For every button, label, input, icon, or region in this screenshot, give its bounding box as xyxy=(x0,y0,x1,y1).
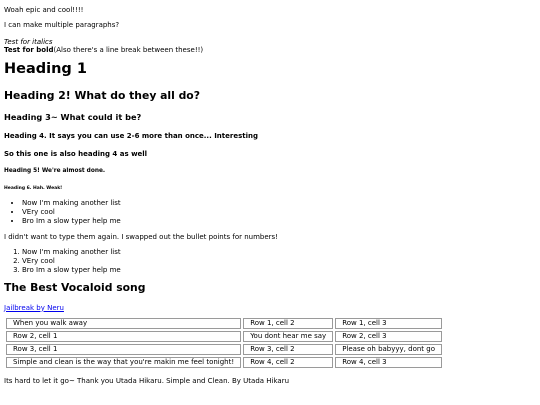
table-cell: Row 4, cell 2 xyxy=(243,357,333,368)
table-cell: Row 2, cell 1 xyxy=(6,331,241,342)
numbers-note: I didn't want to type them again. I swapped out the bullet points for numbers! xyxy=(4,232,278,241)
table-row xyxy=(6,318,442,329)
heading-2: Heading 2! What do they all do? xyxy=(4,88,200,102)
heading-5: Heading 5! We're almost done. xyxy=(4,167,106,174)
bullet-list xyxy=(4,199,536,225)
table-cell: Row 3, cell 2 xyxy=(243,344,333,355)
bold-suffix-text: (Also there's a line break between these!!) xyxy=(53,46,204,55)
intro-paragraph: Woah epic and cool!!!! xyxy=(4,6,84,14)
table-cell: Row 3, cell 1 xyxy=(6,344,241,355)
table-cell: Row 4, cell 3 xyxy=(335,357,442,368)
heading-6: Heading 6. Hah. Weak! xyxy=(4,185,63,191)
list-item: 3. Bro Im a slow typer help me xyxy=(22,266,536,275)
format-paragraph xyxy=(4,38,536,56)
list-item: • Now I'm making another list xyxy=(22,199,536,208)
footer-text: Its hard to let it go~ Thank you Utada Hikaru. Simple and Clean. By Utada Hikaru xyxy=(4,377,290,386)
song-link-paragraph xyxy=(4,304,536,313)
heading-1: Heading 1 xyxy=(4,61,87,77)
list-item: • VEry cool xyxy=(22,208,536,217)
list-item: • Bro Im a slow typer help me xyxy=(22,217,536,226)
heading-4-second: So this one is also heading 4 as well xyxy=(4,149,148,158)
song-link[interactable]: Jailbreak by Neru xyxy=(4,303,64,312)
song-heading: The Best Vocaloid song xyxy=(4,280,146,294)
lyrics-table xyxy=(4,316,444,370)
numbered-list xyxy=(4,248,536,274)
table-cell: Please oh babyyy, dont go xyxy=(335,344,442,355)
multiple-paragraph: I can make multiple paragraphs? xyxy=(4,20,120,29)
table-cell: Simple and clean is the way that you're makin me feel tonight! xyxy=(6,357,241,368)
table-cell: Row 1, cell 3 xyxy=(335,318,442,329)
table-cell: You dont hear me say xyxy=(243,331,333,342)
heading-4-first: Heading 4. It says you can use 2-6 more than once... Interesting xyxy=(4,132,258,141)
italic-text: Test for italics xyxy=(4,37,53,46)
table-row xyxy=(6,344,442,355)
table-row xyxy=(6,331,442,342)
bold-text: Test for bold xyxy=(4,46,54,55)
list-item: 2. VEry cool xyxy=(22,257,536,266)
heading-3: Heading 3~ What could it be? xyxy=(4,111,142,122)
table-cell: Row 1, cell 2 xyxy=(243,318,333,329)
table-row xyxy=(6,357,442,368)
table-cell: When you walk away xyxy=(6,318,241,329)
list-item: 1. Now I'm making another list xyxy=(22,248,536,257)
table-cell: Row 2, cell 3 xyxy=(335,331,442,342)
